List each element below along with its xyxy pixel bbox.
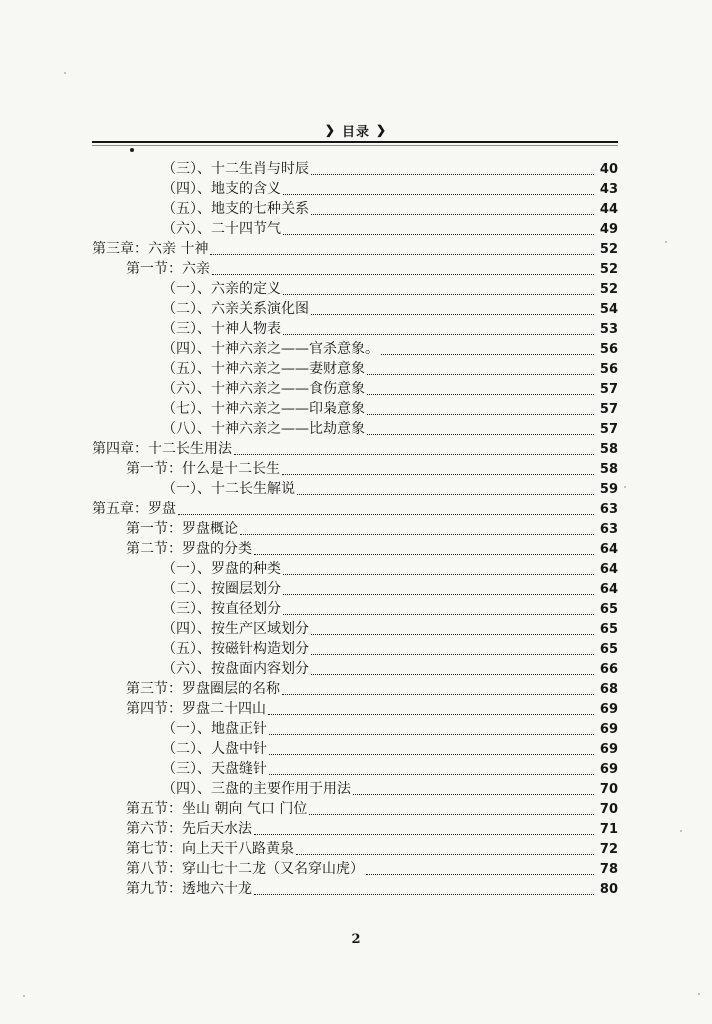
toc-dot-leader [240, 534, 594, 535]
toc-dot-leader [367, 414, 594, 415]
toc-dot-leader [381, 354, 594, 355]
toc-entry [92, 777, 618, 797]
toc-entry-title: （四）、十神六亲之——官杀意象。 [162, 341, 379, 357]
toc-entry [92, 317, 618, 337]
toc-entry-page: 70 [599, 782, 618, 797]
table-of-contents [92, 157, 618, 897]
toc-entry [92, 557, 618, 577]
toc-entry-page: 64 [599, 582, 618, 597]
toc-entry-title: 第三节：罗盘圈层的名称 [126, 681, 280, 697]
toc-entry-title: 第七节：向上天干八路黄泉 [126, 841, 294, 857]
toc-dot-leader [366, 874, 594, 875]
toc-entry-page: 65 [599, 622, 618, 637]
toc-dot-leader [282, 694, 594, 695]
toc-entry-title: （五）、按磁针构造划分 [162, 641, 309, 657]
toc-entry-title: （六）、十神六亲之——食伤意象 [162, 381, 365, 397]
toc-dot-leader [283, 194, 594, 195]
toc-entry-title: 第一节：六亲 [126, 261, 210, 277]
toc-entry [92, 617, 618, 637]
toc-entry [92, 157, 618, 177]
toc-entry-title: （二）、六亲关系演化图 [162, 301, 309, 317]
toc-entry-title: （四）、地支的含义 [162, 181, 281, 197]
toc-entry-page: 66 [599, 662, 618, 677]
toc-entry-title: （一）、十二长生解说 [162, 481, 295, 497]
toc-entry-page: 58 [599, 442, 618, 457]
toc-entry-title: （六）、按盘面内容划分 [162, 661, 309, 677]
toc-entry [92, 237, 618, 257]
toc-entry-title: 第五节：坐山 朝向 气口 门位 [126, 801, 308, 817]
scan-dot-mark [130, 148, 134, 152]
toc-entry-title: 第五章：罗盘 [92, 501, 176, 517]
toc-dot-leader [283, 294, 594, 295]
toc-entry [92, 797, 618, 817]
toc-dot-leader [353, 794, 594, 795]
toc-entry-page: 40 [599, 162, 618, 177]
toc-entry-title: （一）、地盘正针 [162, 721, 267, 737]
toc-entry [92, 817, 618, 837]
toc-entry-page: 52 [599, 242, 618, 257]
header-title: 目录 [341, 124, 370, 140]
toc-dot-leader [283, 234, 594, 235]
scan-speck [698, 993, 700, 995]
left-header-ornament-icon: ❯ [324, 123, 336, 137]
toc-entry-page: 63 [599, 502, 618, 517]
toc-entry-page: 69 [599, 722, 618, 737]
toc-entry [92, 397, 618, 417]
toc-entry-title: （二）、按圈层划分 [162, 581, 281, 597]
toc-entry-title: 第二节：罗盘的分类 [126, 541, 252, 557]
toc-entry-page: 43 [599, 182, 618, 197]
toc-entry [92, 697, 618, 717]
toc-entry-title: （三）、十神人物表 [162, 321, 281, 337]
page-number: 2 [351, 932, 361, 947]
toc-entry [92, 737, 618, 757]
header-rule [92, 141, 618, 143]
toc-entry-page: 57 [599, 402, 618, 417]
toc-dot-leader [367, 394, 594, 395]
toc-dot-leader [269, 754, 594, 755]
toc-dot-leader [297, 494, 594, 495]
toc-entry-title: （四）、三盘的主要作用于用法 [162, 781, 351, 797]
toc-entry [92, 297, 618, 317]
toc-entry-page: 78 [599, 862, 618, 877]
toc-dot-leader [283, 594, 594, 595]
toc-entry [92, 457, 618, 477]
toc-entry-title: 第六节：先后天水法 [126, 821, 252, 837]
toc-entry-page: 59 [599, 482, 618, 497]
toc-entry [92, 637, 618, 657]
toc-dot-leader [367, 434, 594, 435]
toc-entry [92, 497, 618, 517]
toc-entry-title: 第一节：什么是十二长生 [126, 461, 280, 477]
toc-entry-page: 71 [599, 822, 618, 837]
toc-dot-leader [210, 254, 594, 255]
toc-entry [92, 417, 618, 437]
toc-entry-page: 52 [599, 262, 618, 277]
toc-entry-page: 53 [599, 322, 618, 337]
toc-entry-page: 56 [599, 362, 618, 377]
toc-entry-page: 63 [599, 522, 618, 537]
toc-entry-title: （五）、十神六亲之——妻财意象 [162, 361, 365, 377]
toc-entry [92, 177, 618, 197]
toc-dot-leader [269, 774, 594, 775]
toc-entry-title: 第八节：穿山七十二龙（又名穿山虎） [126, 861, 364, 877]
toc-dot-leader [296, 854, 594, 855]
toc-entry-title: （一）、罗盘的种类 [162, 561, 281, 577]
toc-entry-page: 68 [599, 682, 618, 697]
toc-dot-leader [268, 714, 594, 715]
toc-entry [92, 437, 618, 457]
toc-entry-title: （五）、地支的七种关系 [162, 201, 309, 217]
toc-entry-title: 第一节：罗盘概论 [126, 521, 238, 537]
toc-dot-leader [282, 474, 594, 475]
toc-entry-title: （六）、二十四节气 [162, 221, 281, 237]
toc-entry [92, 477, 618, 497]
toc-entry-title: 第三章：六亲 十神 [92, 241, 209, 257]
toc-entry-page: 57 [599, 422, 618, 437]
toc-dot-leader [254, 894, 594, 895]
scan-speck [680, 830, 682, 832]
toc-entry-page: 44 [599, 202, 618, 217]
toc-entry-title: 第四节：罗盘二十四山 [126, 701, 266, 717]
toc-entry-page: 64 [599, 542, 618, 557]
toc-dot-leader [367, 374, 594, 375]
toc-entry-page: 58 [599, 462, 618, 477]
toc-dot-leader [311, 674, 594, 675]
toc-entry-page: 65 [599, 602, 618, 617]
toc-entry-page: 65 [599, 642, 618, 657]
toc-entry [92, 597, 618, 617]
toc-dot-leader [311, 214, 594, 215]
toc-entry-title: （三）、十二生肖与时辰 [162, 161, 309, 177]
toc-entry-title: 第四章：十二长生用法 [92, 441, 232, 457]
toc-entry-page: 56 [599, 342, 618, 357]
toc-entry [92, 337, 618, 357]
toc-dot-leader [269, 734, 594, 735]
toc-entry-page: 57 [599, 382, 618, 397]
toc-dot-leader [254, 554, 594, 555]
toc-entry [92, 857, 618, 877]
toc-dot-leader [311, 634, 594, 635]
toc-dot-leader [283, 574, 594, 575]
toc-entry-title: （八）、十神六亲之——比劫意象 [162, 421, 365, 437]
toc-entry-title: （七）、十神六亲之——印枭意象 [162, 401, 365, 417]
scan-speck [23, 995, 25, 997]
toc-entry [92, 577, 618, 597]
toc-entry [92, 757, 618, 777]
toc-entry-title: （三）、天盘缝针 [162, 761, 267, 777]
toc-entry-title: （三）、按直径划分 [162, 601, 281, 617]
toc-entry [92, 197, 618, 217]
toc-entry-page: 49 [599, 222, 618, 237]
toc-dot-leader [311, 654, 594, 655]
toc-entry [92, 717, 618, 737]
toc-dot-leader [283, 334, 594, 335]
right-header-ornament-icon: ❯ [376, 123, 388, 137]
toc-entry-title: （二）、人盘中针 [162, 741, 267, 757]
toc-entry [92, 277, 618, 297]
toc-entry-page: 64 [599, 562, 618, 577]
toc-entry-page: 52 [599, 282, 618, 297]
scan-speck [624, 486, 626, 488]
toc-entry-page: 69 [599, 762, 618, 777]
toc-entry [92, 217, 618, 237]
toc-dot-leader [178, 514, 594, 515]
toc-dot-leader [309, 814, 594, 815]
toc-entry-page: 54 [599, 302, 618, 317]
toc-dot-leader [234, 454, 594, 455]
scan-speck [64, 72, 66, 74]
toc-entry-page: 80 [599, 882, 618, 897]
toc-dot-leader [212, 274, 594, 275]
toc-entry-page: 69 [599, 702, 618, 717]
toc-entry [92, 257, 618, 277]
toc-entry-title: （一）、六亲的定义 [162, 281, 281, 297]
toc-entry [92, 537, 618, 557]
toc-entry [92, 517, 618, 537]
scan-speck [665, 241, 667, 243]
toc-dot-leader [254, 834, 594, 835]
toc-entry [92, 837, 618, 857]
toc-dot-leader [311, 174, 594, 175]
toc-entry [92, 377, 618, 397]
toc-entry-title: （四）、按生产区域划分 [162, 621, 309, 637]
header-subrule [92, 145, 618, 146]
toc-entry [92, 357, 618, 377]
toc-entry-page: 69 [599, 742, 618, 757]
toc-entry [92, 877, 618, 897]
toc-entry-page: 72 [599, 842, 618, 857]
toc-dot-leader [283, 614, 594, 615]
toc-entry [92, 677, 618, 697]
page-header [300, 120, 412, 140]
toc-dot-leader [311, 314, 594, 315]
toc-entry-title: 第九节：透地六十龙 [126, 881, 252, 897]
toc-entry [92, 657, 618, 677]
toc-entry-page: 70 [599, 802, 618, 817]
